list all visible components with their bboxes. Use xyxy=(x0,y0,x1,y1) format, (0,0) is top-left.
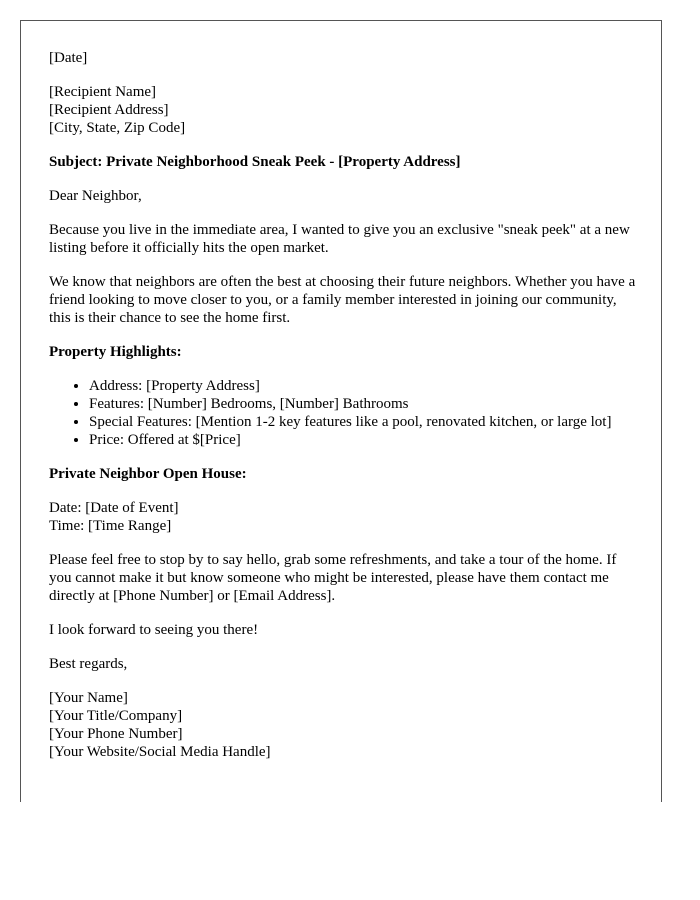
signature-block xyxy=(49,689,639,761)
letter-greeting: Dear Neighbor, xyxy=(49,188,142,204)
letter-date: [Date] xyxy=(49,50,88,66)
letter-body xyxy=(49,49,639,777)
highlight-item-features: • Features: [Number] Bedrooms, [Number] Bathrooms xyxy=(89,395,639,413)
second-paragraph: We know that neighbors are often the best at choosing their future neighbors. Whether you have a friend looking to move closer to you, or a family member interested in joining our community, this is their chance to see the home first. xyxy=(49,274,636,326)
letter-page xyxy=(20,20,662,802)
highlights-heading: Property Highlights: xyxy=(49,344,182,360)
highlight-item-special-features: • Special Features: [Mention 1-2 key features like a pool, renovated kitchen, or large lot] xyxy=(89,413,639,431)
recipient-block xyxy=(49,83,639,137)
closing-line: I look forward to seeing you there! xyxy=(49,622,259,638)
signature-name: [Your Name] xyxy=(49,690,128,706)
signature-phone: [Your Phone Number] xyxy=(49,726,183,742)
invite-paragraph: Please feel free to stop by to say hello, grab some refreshments, and take a tour of the home. If you cannot make it but know someone who might be interested, please have them contact me directly at [Phone Number] or [Email Address]. xyxy=(49,552,617,604)
signature-title-company: [Your Title/Company] xyxy=(49,708,183,724)
event-details xyxy=(49,499,639,535)
intro-paragraph: Because you live in the immediate area, I wanted to give you an exclusive "sneak peek" at a new listing before it officially hits the open market. xyxy=(49,222,630,256)
highlight-item-price: • Price: Offered at $[Price] xyxy=(89,431,639,449)
event-time: Time: [Time Range] xyxy=(49,518,172,534)
letter-subject: Subject: Private Neighborhood Sneak Peek - [Property Address] xyxy=(49,154,461,170)
highlight-item-address: • Address: [Property Address] xyxy=(89,377,639,395)
highlights-list xyxy=(49,377,639,449)
recipient-name: [Recipient Name] xyxy=(49,84,157,100)
event-date: Date: [Date of Event] xyxy=(49,500,179,516)
open-house-heading: Private Neighbor Open House: xyxy=(49,466,247,482)
sign-off: Best regards, xyxy=(49,656,128,672)
signature-website-social: [Your Website/Social Media Handle] xyxy=(49,744,271,760)
recipient-address: [Recipient Address] xyxy=(49,102,169,118)
recipient-city-state-zip: [City, State, Zip Code] xyxy=(49,120,186,136)
